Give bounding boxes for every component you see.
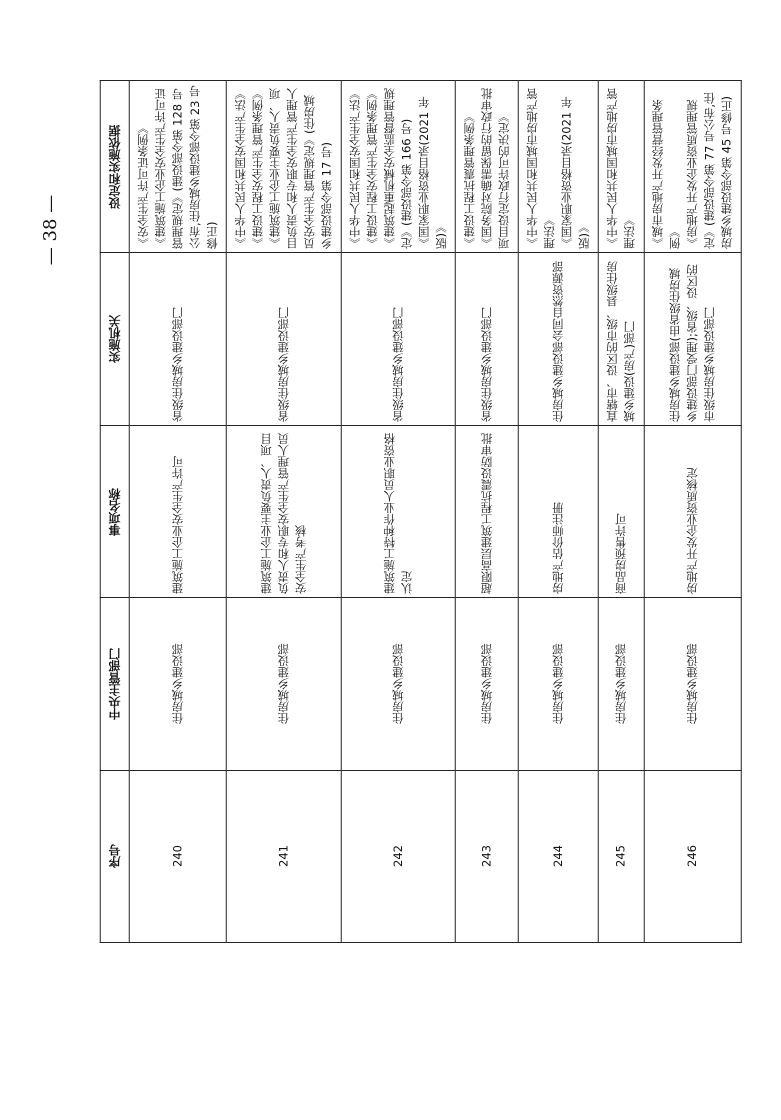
basis-line: 《中华人民共和国安全生产法》 (347, 88, 362, 250)
table-row (341, 81, 456, 943)
basis-line: 《建筑施工企业安全生产许可证管理规定》(建设部令第 128 号公布,住房城乡建设部令第 23 号修正) (153, 85, 219, 250)
agency-cell: 省级住房城乡建设部门 (130, 253, 227, 425)
dept-cell: 住房城乡建设部 (341, 598, 456, 770)
basis-line: 《建筑施工企业主要负责人、项目负责人和专职安全生产管理人员安全生产管理规定》(住房城乡建设部令第 17 号) (267, 88, 334, 250)
basis-cell (599, 81, 645, 253)
item-name-cell: 建筑施工企业安全生产许可 (130, 425, 227, 597)
agency-cell: 省级住房城乡建设部门 (227, 253, 342, 425)
row-number: 243 (456, 770, 519, 942)
header-agency: 实施机关 (101, 253, 130, 425)
item-name-cell: 房地产开发企业资质核定 (644, 425, 741, 597)
table-container (100, 0, 734, 1000)
dept-cell: 住房城乡建设部 (130, 598, 227, 770)
basis-line: 《建设工程安全生产管理条例》 (365, 88, 379, 250)
basis-line: 《国家职业资格目录(2021 年版)》 (416, 97, 448, 250)
rotated-table-wrapper (100, 80, 734, 943)
agency-cell: 住房城乡建设部会同自然资源部 (519, 253, 599, 425)
agency-cell: 住房城乡建设部(由省级住房城乡建设部门受理);省级、设区的市级住房城乡建设部门 (644, 253, 741, 425)
table-row (599, 81, 645, 943)
agency-cell: 省级住房城乡建设部门 (341, 253, 456, 425)
approval-items-table (100, 80, 742, 943)
item-name-cell: 建筑施工企业主要负责人、项目负责人和专职安全生产管理人员安全生产考核 (227, 425, 342, 597)
basis-line: 《中华人民共和国城市房地产管理法》 (525, 88, 557, 250)
item-name-cell: 建筑施工特种作业人员职业资格认定 (341, 425, 456, 597)
basis-line: 《建设工程安全生产管理条例》 (250, 88, 265, 250)
basis-cell (341, 81, 456, 253)
dept-cell: 住房城乡建设部 (227, 598, 342, 770)
table-row (519, 81, 599, 943)
dept-cell: 住房城乡建设部 (456, 598, 519, 770)
basis-cell (519, 81, 599, 253)
row-number: 244 (519, 770, 599, 942)
header-no: 序号 (101, 770, 130, 942)
row-number: 242 (341, 770, 456, 942)
basis-line: 《房地产开发企业资质管理规定》(建设部令第 77 号公布,住房城乡建设部令第 45 号修正) (685, 92, 734, 250)
table-row (227, 81, 342, 943)
basis-line: 《国家职业资格目录(2021 年版)》 (559, 97, 591, 250)
basis-line: 《城市房地产开发经营管理条例》 (650, 99, 682, 250)
item-name-cell: 超限高层建筑工程抗震设防审批 (456, 425, 519, 597)
page-number-text: — 38 — (40, 194, 61, 266)
page-number (40, 170, 70, 290)
basis-line: 《中华人民共和国城市房地产管理法》 (605, 88, 637, 250)
header-basis: 设定和实施依据 (101, 81, 130, 253)
row-number: 241 (227, 770, 342, 942)
table-row (130, 81, 227, 943)
row-number: 245 (599, 770, 645, 942)
header-dept: 中央主管部门 (101, 598, 130, 770)
dept-cell: 住房城乡建设部 (644, 598, 741, 770)
header-item: 事项名称 (101, 425, 130, 597)
basis-line: 《中华人民共和国安全生产法》 (233, 88, 248, 250)
item-name-cell: 商品房预售许可 (599, 425, 645, 597)
table-row (644, 81, 741, 943)
basis-cell (130, 81, 227, 253)
agency-cell: 省级住房城乡建设部门 (456, 253, 519, 425)
dept-cell: 住房城乡建设部 (599, 598, 645, 770)
dept-cell: 住房城乡建设部 (519, 598, 599, 770)
basis-line: 《建设工程抗震管理条例》 (462, 111, 477, 250)
header-row (101, 81, 130, 943)
basis-line: 《安全生产许可证条例》 (136, 122, 150, 250)
basis-cell (644, 81, 741, 253)
table-row (456, 81, 519, 943)
item-name-cell: 房地产估价师注册 (519, 425, 599, 597)
basis-cell (456, 81, 519, 253)
row-number: 246 (644, 770, 741, 942)
agency-cell: 直辖市、设区的市级、县级住房城乡建设(房产)部门 (599, 253, 645, 425)
basis-line: 《建筑起重机械安全监督管理规定》(建设部令第 166 号) (382, 88, 414, 250)
row-number: 240 (130, 770, 227, 942)
basis-line: 《国务院对确需保留的行政审批项目设定行政许可的决定》 (479, 88, 511, 250)
basis-cell (227, 81, 342, 253)
